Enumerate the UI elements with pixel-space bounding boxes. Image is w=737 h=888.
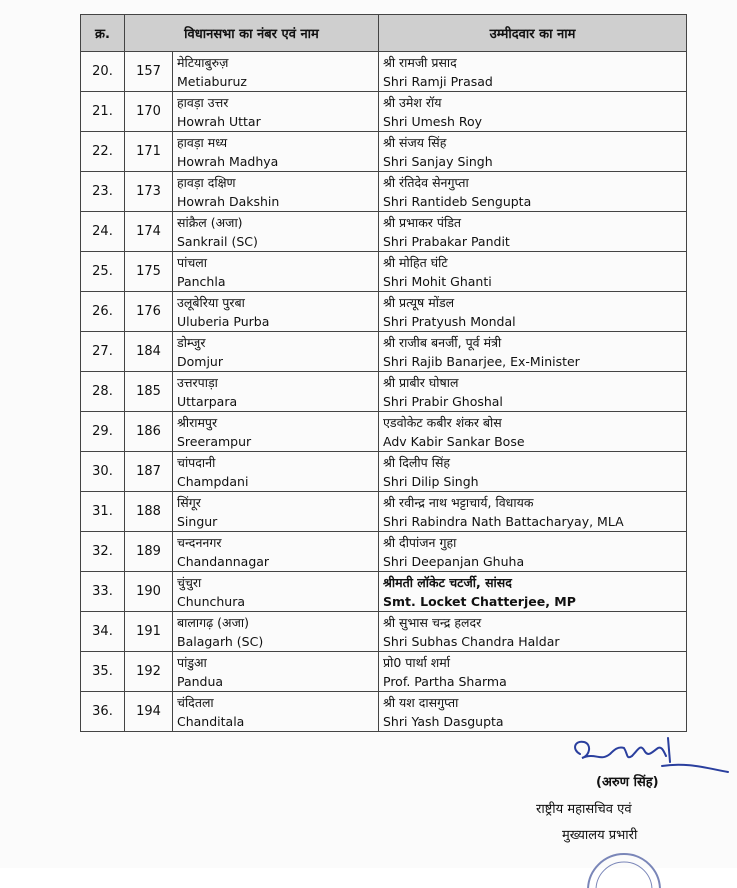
table-row (81, 372, 687, 412)
candidate-name-hindi: श्री राजीब बनर्जी, पूर्व मंत्री (383, 335, 502, 350)
candidate-name-english: Shri Subhas Chandra Haldar (383, 634, 560, 649)
constituency-number: 185 (125, 372, 173, 412)
table-row (81, 412, 687, 452)
table-row (81, 92, 687, 132)
candidate-name-english: Shri Rabindra Nath Battacharyay, MLA (383, 514, 624, 529)
candidate-name (379, 92, 687, 132)
candidate-name-english: Smt. Locket Chatterjee, MP (383, 594, 576, 609)
constituency-number: 191 (125, 612, 173, 652)
candidate-name-hindi: श्री प्राबीर घोषाल (383, 375, 459, 390)
constituency-name-hindi: डोम्जुर (177, 335, 206, 350)
constituency-name-hindi: पांचला (177, 255, 207, 270)
serial-number: 34. (81, 612, 125, 652)
constituency-name-hindi: बालागढ़ (अजा) (177, 615, 249, 630)
serial-number: 36. (81, 692, 125, 732)
candidate-name (379, 172, 687, 212)
candidate-name-english: Shri Dilip Singh (383, 474, 479, 489)
constituency-name-hindi: चांपदानी (177, 455, 216, 470)
constituency-name-hindi: चुंचुरा (177, 575, 202, 590)
constituency-name-hindi: उलूबेरिया पुरबा (177, 295, 245, 310)
constituency-number: 174 (125, 212, 173, 252)
candidate-name-hindi: प्रो0 पार्था शर्मा (383, 655, 451, 670)
serial-number: 31. (81, 492, 125, 532)
serial-number: 35. (81, 652, 125, 692)
constituency-name-english: Pandua (177, 674, 224, 689)
candidate-name-english: Shri Mohit Ghanti (383, 274, 492, 289)
serial-number: 21. (81, 92, 125, 132)
candidate-name (379, 412, 687, 452)
constituency-number: 171 (125, 132, 173, 172)
serial-number: 26. (81, 292, 125, 332)
table-row (81, 132, 687, 172)
table-row (81, 52, 687, 92)
table-row (81, 212, 687, 252)
candidate-name-hindi: श्री उमेश रॉय (383, 95, 442, 110)
constituency-name (173, 372, 379, 412)
party-seal-stamp (584, 848, 664, 888)
signatory-title-line1: राष्ट्रीय महासचिव एवं (536, 802, 632, 817)
candidate-name (379, 252, 687, 292)
candidate-name (379, 52, 687, 92)
serial-number: 25. (81, 252, 125, 292)
constituency-name (173, 92, 379, 132)
header-constituency: विधानसभा का नंबर एवं नाम (125, 15, 379, 52)
constituency-number: 173 (125, 172, 173, 212)
constituency-name-english: Howrah Dakshin (177, 194, 280, 209)
serial-number: 29. (81, 412, 125, 452)
constituency-name-english: Champdani (177, 474, 249, 489)
candidate-name (379, 332, 687, 372)
candidate-name-english: Shri Umesh Roy (383, 114, 483, 129)
constituency-name-hindi: चन्दननगर (177, 535, 222, 550)
candidate-name-english: Shri Deepanjan Ghuha (383, 554, 525, 569)
table-row (81, 492, 687, 532)
constituency-name-english: Chunchura (177, 594, 246, 609)
constituency-name-english: Chandannagar (177, 554, 270, 569)
constituency-name-hindi: हावड़ा दक्षिण (177, 175, 236, 190)
table-row (81, 612, 687, 652)
table-row (81, 452, 687, 492)
candidate-name-hindi: श्री दीपांजन गुहा (383, 535, 457, 550)
candidate-name (379, 532, 687, 572)
constituency-name-english: Balagarh (SC) (177, 634, 264, 649)
table-row (81, 572, 687, 612)
serial-number: 27. (81, 332, 125, 372)
signatory-name: (अरुण सिंह) (596, 775, 659, 790)
table-row (81, 692, 687, 732)
serial-number: 22. (81, 132, 125, 172)
constituency-name-english: Howrah Uttar (177, 114, 261, 129)
candidate-name-hindi: श्री यश दासगुप्ता (383, 695, 459, 710)
candidate-name-english: Shri Prabakar Pandit (383, 234, 510, 249)
constituency-number: 170 (125, 92, 173, 132)
constituency-name-hindi: चंदितला (177, 695, 214, 710)
constituency-name (173, 532, 379, 572)
constituency-number: 176 (125, 292, 173, 332)
constituency-number: 175 (125, 252, 173, 292)
constituency-name-hindi: श्रीरामपुर (177, 415, 218, 430)
constituency-number: 190 (125, 572, 173, 612)
candidate-name (379, 572, 687, 612)
constituency-name (173, 252, 379, 292)
constituency-name-hindi: मेटियाबुरुज़ (177, 55, 229, 70)
serial-number: 28. (81, 372, 125, 412)
table-header-row (81, 15, 687, 52)
constituency-number: 186 (125, 412, 173, 452)
table-row (81, 652, 687, 692)
constituency-name-english: Howrah Madhya (177, 154, 279, 169)
constituency-name-english: Domjur (177, 354, 223, 369)
constituency-name-hindi: उत्तरपाड़ा (177, 375, 218, 390)
serial-number: 24. (81, 212, 125, 252)
constituency-name (173, 612, 379, 652)
candidate-name-hindi: श्री प्रत्यूष मोंडल (383, 295, 455, 310)
header-candidate: उम्मीदवार का नाम (379, 15, 687, 52)
constituency-name-english: Panchla (177, 274, 226, 289)
constituency-name (173, 332, 379, 372)
constituency-number: 189 (125, 532, 173, 572)
candidate-table (80, 14, 687, 732)
candidate-name-hindi: श्री रवीन्द्र नाथ भट्टाचार्य, विधायक (383, 495, 534, 510)
candidate-name-hindi: एडवोकेट कबीर शंकर बोस (383, 415, 502, 430)
candidate-name-english: Shri Rantideb Sengupta (383, 194, 532, 209)
constituency-number: 192 (125, 652, 173, 692)
candidate-name-hindi: श्री दिलीप सिंह (383, 455, 451, 470)
constituency-name-english: Uttarpara (177, 394, 238, 409)
table-row (81, 532, 687, 572)
constituency-name-english: Sreerampur (177, 434, 252, 449)
constituency-name-hindi: सिंगूर (177, 495, 201, 510)
table-row (81, 292, 687, 332)
constituency-name (173, 652, 379, 692)
candidate-name-english: Shri Pratyush Mondal (383, 314, 516, 329)
constituency-name-english: Uluberia Purba (177, 314, 270, 329)
table-row (81, 332, 687, 372)
constituency-name (173, 692, 379, 732)
constituency-name-english: Metiaburuz (177, 74, 247, 89)
constituency-number: 187 (125, 452, 173, 492)
candidate-name (379, 452, 687, 492)
header-serial: क्र. (81, 15, 125, 52)
candidate-name-hindi: श्री रामजी प्रसाद (383, 55, 457, 70)
candidate-name (379, 212, 687, 252)
constituency-number: 184 (125, 332, 173, 372)
serial-number: 30. (81, 452, 125, 492)
constituency-name (173, 52, 379, 92)
constituency-name-hindi: हावड़ा मध्य (177, 135, 228, 150)
candidate-name-english: Shri Rajib Banarjee, Ex-Minister (383, 354, 580, 369)
constituency-name (173, 292, 379, 332)
candidate-name-hindi: श्रीमती लॉकेट चटर्जी, सांसद (383, 575, 512, 590)
table-row (81, 252, 687, 292)
constituency-name (173, 212, 379, 252)
candidate-name (379, 692, 687, 732)
candidate-name (379, 652, 687, 692)
candidate-name-english: Adv Kabir Sankar Bose (383, 434, 525, 449)
constituency-name (173, 572, 379, 612)
serial-number: 23. (81, 172, 125, 212)
constituency-name (173, 172, 379, 212)
candidate-name (379, 292, 687, 332)
constituency-name-hindi: हावड़ा उत्तर (177, 95, 229, 110)
candidate-name (379, 492, 687, 532)
candidate-name (379, 132, 687, 172)
constituency-name-hindi: पांडुआ (177, 655, 207, 670)
candidate-name (379, 612, 687, 652)
table-body (81, 52, 687, 732)
candidate-name-hindi: श्री मोहित घंटि (383, 255, 448, 270)
candidate-name-hindi: श्री रंतिदेव सेनगुप्ता (383, 175, 469, 190)
serial-number: 20. (81, 52, 125, 92)
constituency-name (173, 412, 379, 452)
signatory-title-line2: मुख्यालय प्रभारी (562, 828, 638, 843)
candidate-name-hindi: श्री प्रभाकर पंडित (383, 215, 462, 230)
candidate-name-english: Shri Prabir Ghoshal (383, 394, 503, 409)
candidate-name-english: Shri Sanjay Singh (383, 154, 493, 169)
candidate-name-hindi: श्री सुभास चन्द्र हलदर (383, 615, 482, 630)
candidate-name-english: Shri Yash Dasgupta (383, 714, 504, 729)
constituency-name (173, 132, 379, 172)
constituency-number: 188 (125, 492, 173, 532)
candidate-name-hindi: श्री संजय सिंह (383, 135, 447, 150)
constituency-name (173, 452, 379, 492)
constituency-name (173, 492, 379, 532)
constituency-name-english: Sankrail (SC) (177, 234, 258, 249)
constituency-number: 194 (125, 692, 173, 732)
table-row (81, 172, 687, 212)
candidate-name-english: Prof. Partha Sharma (383, 674, 507, 689)
constituency-name-hindi: सांक्रैल (अजा) (177, 215, 243, 230)
serial-number: 33. (81, 572, 125, 612)
candidate-name-english: Shri Ramji Prasad (383, 74, 493, 89)
constituency-name-english: Singur (177, 514, 218, 529)
constituency-name-english: Chanditala (177, 714, 245, 729)
constituency-number: 157 (125, 52, 173, 92)
serial-number: 32. (81, 532, 125, 572)
candidate-name (379, 372, 687, 412)
